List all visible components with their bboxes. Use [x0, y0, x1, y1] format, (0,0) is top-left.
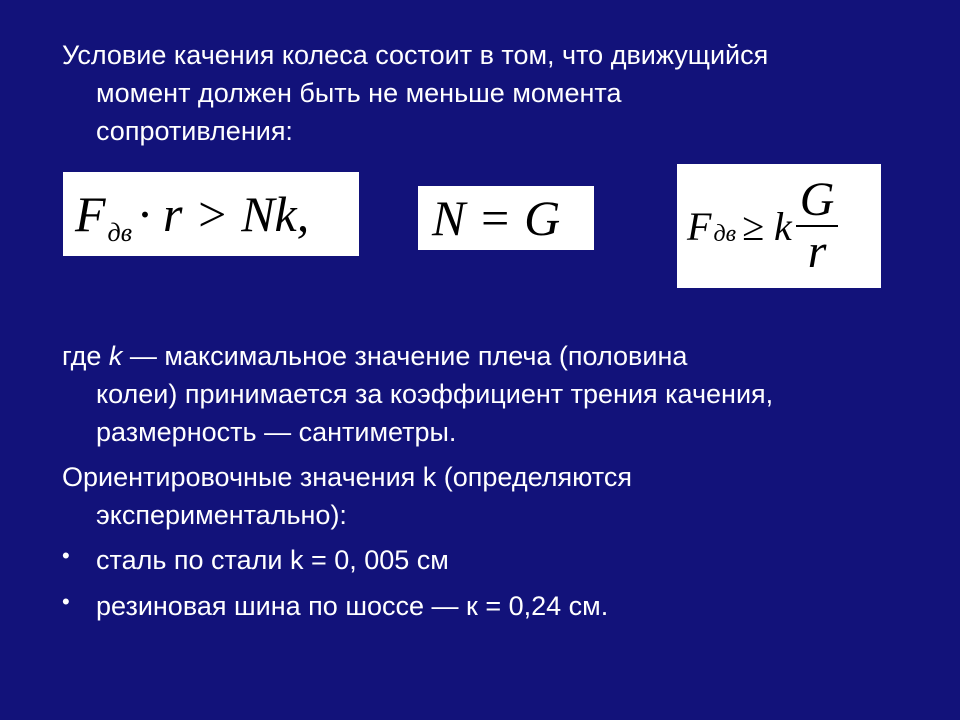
formula-3-denominator: r [807, 225, 827, 278]
intro-line-1: Условие качения колеса состоит в том, что движущийся [62, 40, 769, 70]
intro-paragraph [62, 36, 922, 150]
where-paragraph [62, 337, 922, 451]
where-line-1-rest: — максимальное значение плеча (половина [122, 341, 688, 371]
intro-line-2: момент должен быть не меньше момента [96, 78, 622, 108]
formula-normal-force [418, 186, 594, 250]
bullet-text: резиновая шина по шоссе — к = 0,24 см. [96, 591, 609, 621]
approx-line-2: экспериментально): [96, 500, 347, 530]
approx-line-1: Ориентировочные значения k (определяются [62, 462, 632, 492]
formula-3-subscript: дв [713, 220, 736, 247]
formula-1-f: F [75, 186, 106, 242]
formula-1-subscript: дв [107, 218, 132, 247]
formula-moment-inequality [63, 172, 359, 256]
where-line-1 [62, 337, 922, 375]
bullet-icon: • [62, 589, 70, 614]
formula-3-numerator: G [796, 175, 839, 227]
formula-2-text: N = G [432, 190, 561, 246]
where-k-symbol: k [108, 341, 123, 371]
formula-3-op: ≥ k [742, 203, 792, 249]
approx-paragraph [62, 458, 922, 534]
where-prefix: где [62, 341, 109, 371]
formula-3-fraction [796, 175, 839, 277]
bullet-icon: • [62, 543, 70, 568]
bullet-text: сталь по стали k = 0, 005 см [96, 545, 449, 575]
where-line-2: колеи) принимается за коэффициент трения качения, [96, 379, 774, 409]
formula-force-ratio [677, 164, 881, 288]
where-line-3: размерность — сантиметры. [96, 417, 457, 447]
formula-1-rest: · r > Nk, [138, 186, 310, 242]
intro-line-3: сопротивления: [96, 116, 293, 146]
formula-3-f: F [687, 203, 712, 249]
